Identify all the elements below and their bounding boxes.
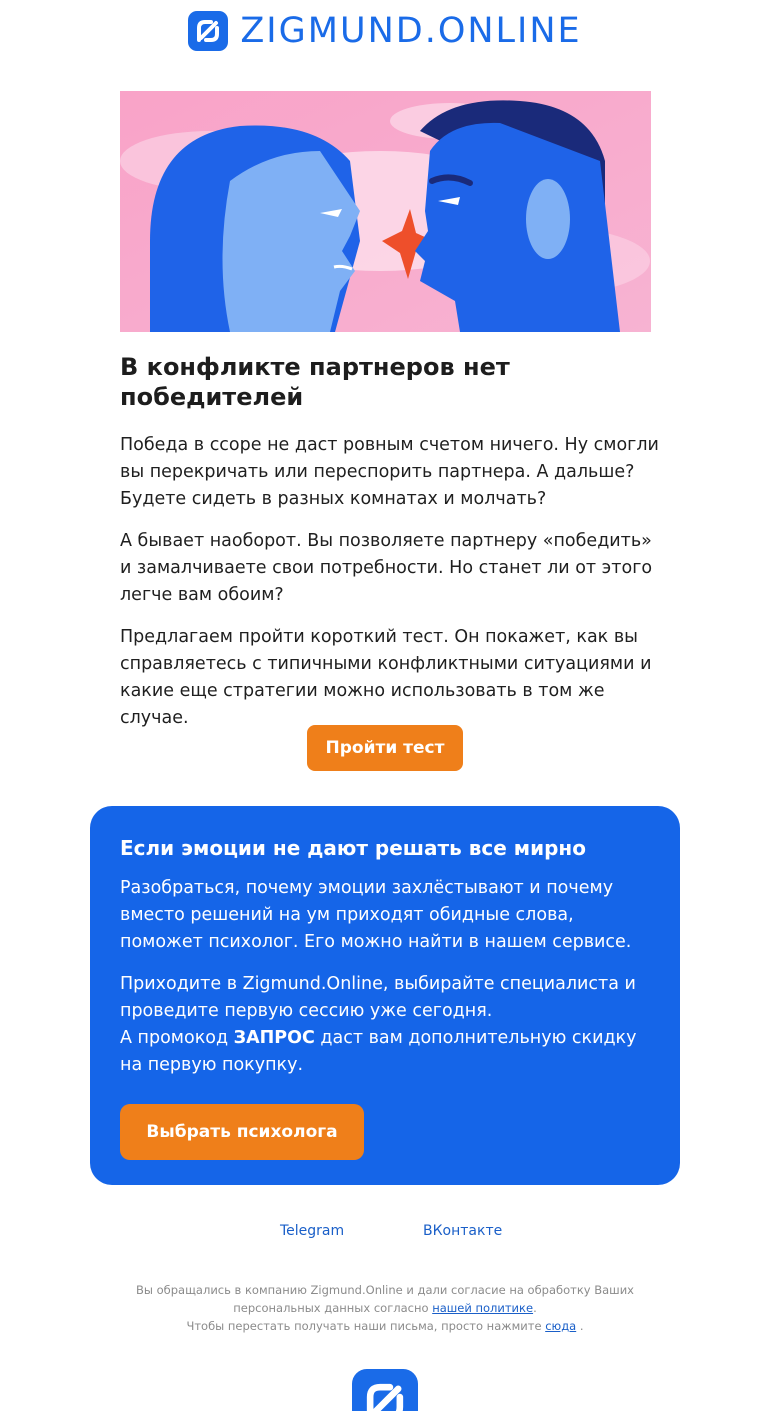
promo-title: Если эмоции не дают решать все мирно: [120, 836, 586, 860]
take-test-button[interactable]: Пройти тест: [307, 725, 463, 771]
footer: [120, 1281, 650, 1335]
consent-end: .: [533, 1301, 537, 1315]
promo-code-suffix: даст вам дополнительную скидку на первую покупку.: [120, 1028, 637, 1075]
consent-text: Вы обращались в компанию Zigmund.Online и дали согласие на обработку Ваших персональных данных согласно: [135, 1283, 634, 1315]
vk-link[interactable]: ВКонтакте: [423, 1223, 503, 1239]
article-paragraph-1: Победа в ссоре не даст ровным счетом ничего. Ну смогли вы перекричать или переспорить партнера. А дальше? Будете сидеть в разных комнатах и молчать?: [120, 435, 659, 509]
article-title: В конфликте партнеров нет победителей: [120, 353, 510, 411]
promo-code-prefix: А промокод: [120, 1028, 234, 1048]
unsubscribe-text: Чтобы перестать получать наши письма, просто нажмите: [186, 1319, 546, 1333]
article-paragraph-2: А бывает наоборот. Вы позволяете партнеру «победить» и замалчиваете свои потребности. Но станет ли от этого легче вам обоим?: [120, 531, 653, 605]
promo-paragraph-2: Приходите в Zigmund.Online, выбирайте специалиста и проведите первую сессию уже сегодня.: [120, 974, 636, 1021]
privacy-policy-link[interactable]: нашей политике: [432, 1301, 534, 1315]
zigmund-logo-icon[interactable]: [352, 1369, 418, 1411]
promo-code-paragraph: [120, 1025, 655, 1079]
choose-psychologist-button[interactable]: Выбрать психолога: [120, 1104, 364, 1160]
promo-paragraph-1: Разобраться, почему эмоции захлёстывают и почему вместо решений на ум приходят обидные слова, поможет психолог. Его можно найти в нашем сервисе.: [120, 878, 632, 952]
unsubscribe-link[interactable]: сюда: [545, 1319, 577, 1333]
promo-card: [90, 806, 680, 1185]
unsubscribe-end: .: [576, 1319, 584, 1333]
promo-code: ЗАПРОС: [233, 1028, 315, 1048]
zigmund-logo-icon[interactable]: [188, 11, 228, 51]
hero-illustration: [120, 91, 651, 332]
article-paragraph-3: Предлагаем пройти короткий тест. Он покажет, как вы справляетесь с типичными конфликтными ситуациями и какие еще стратегии можно использовать в том же случае.: [120, 627, 652, 728]
telegram-link[interactable]: Telegram: [280, 1223, 345, 1239]
header: [0, 10, 770, 52]
two-profiles-conflict-illustration: [120, 91, 651, 332]
brand-name[interactable]: ZIGMUND.ONLINE: [240, 11, 582, 51]
